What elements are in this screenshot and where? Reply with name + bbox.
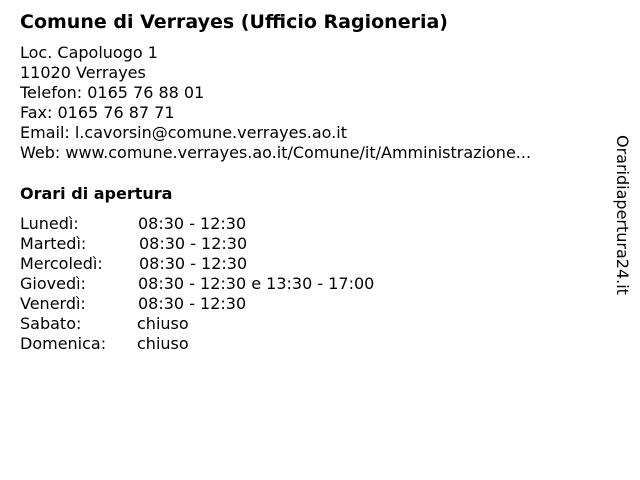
hours-heading: Orari di apertura xyxy=(20,184,173,203)
time-value: chiuso xyxy=(137,314,189,333)
time-value: 08:30 - 12:30 xyxy=(139,234,248,253)
phone-line: Telefon: 0165 76 88 01 xyxy=(20,83,205,102)
page-title: Comune di Verrayes (Ufficio Ragioneria) xyxy=(20,11,448,33)
web-line: Web: www.comune.verrayes.ao.it/Comune/it/Amministrazione... xyxy=(20,143,532,162)
day-label: Sabato: xyxy=(20,314,82,333)
email-line: Email: l.cavorsin@comune.verrayes.ao.it xyxy=(20,123,347,142)
time-value: 08:30 - 12:30 xyxy=(138,214,247,233)
fax-line: Fax: 0165 76 87 71 xyxy=(20,103,175,122)
day-label: Giovedì: xyxy=(20,274,86,293)
site-watermark: Oraridiapertura24.it xyxy=(613,135,632,295)
day-label: Venerdì: xyxy=(20,294,86,313)
day-label: Mercoledì: xyxy=(20,254,103,273)
time-value: 08:30 - 12:30 e 13:30 - 17:00 xyxy=(138,274,375,293)
time-value: 08:30 - 12:30 xyxy=(139,254,248,273)
time-value: chiuso xyxy=(137,334,189,353)
contact-info xyxy=(20,43,531,163)
address-line: Loc. Capoluogo 1 xyxy=(20,43,158,62)
day-label: Domenica: xyxy=(20,334,107,353)
time-value: 08:30 - 12:30 xyxy=(138,294,247,313)
day-label: Martedì: xyxy=(20,234,87,253)
day-label: Lunedì: xyxy=(20,214,79,233)
city-line: 11020 Verrayes xyxy=(20,63,146,82)
